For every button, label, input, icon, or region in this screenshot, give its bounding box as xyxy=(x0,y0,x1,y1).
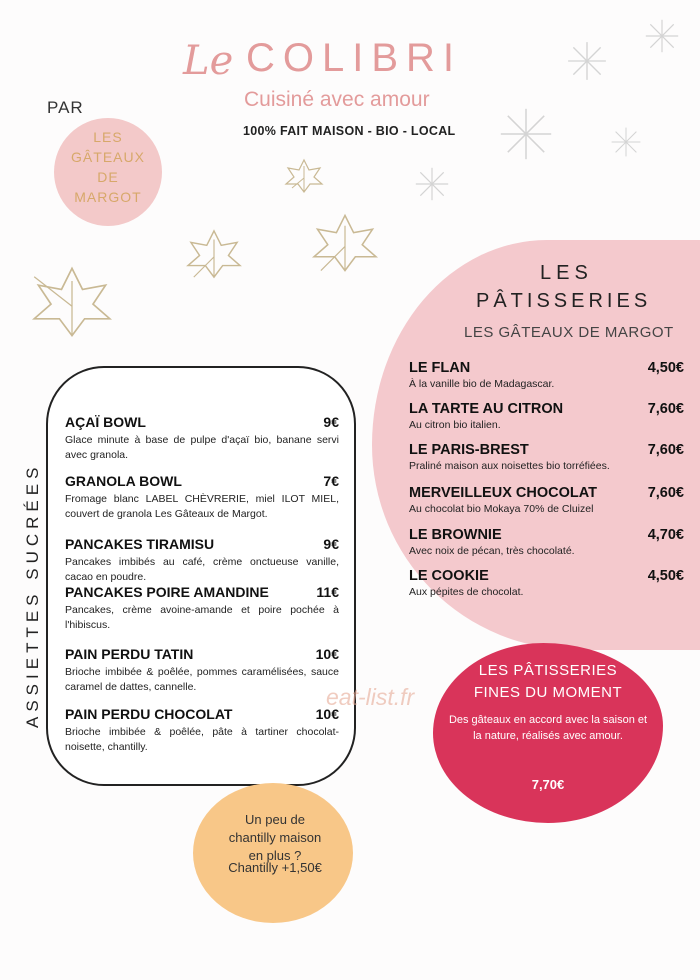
item-price: 9€ xyxy=(323,536,339,552)
menu-item xyxy=(65,584,339,633)
item-name: LE FLAN xyxy=(409,360,471,376)
item-desc: Brioche imbibée & poêlée, pâte à tartiner chocolat-noisette, chantilly. xyxy=(65,726,339,753)
margot-line: LES xyxy=(93,129,123,145)
snowflake-icon xyxy=(414,166,450,202)
margot-text xyxy=(54,127,162,207)
item-desc: Avec noix de pécan, très chocolaté. xyxy=(409,545,575,557)
item-price: 10€ xyxy=(315,646,339,662)
leaf-icon xyxy=(284,158,324,194)
item-desc: Au citron bio italien. xyxy=(409,419,501,431)
chantilly-price: Chantilly +1,50€ xyxy=(228,860,322,875)
item-price: 7,60€ xyxy=(647,401,684,417)
moment-price: 7,70€ xyxy=(531,777,565,792)
item-price: 10€ xyxy=(315,706,339,722)
item-desc: Au chocolat bio Mokaya 70% de Cluizel xyxy=(409,503,594,515)
moment-title-line: LES PÂTISSERIES xyxy=(478,662,618,679)
assiettes-vertical-label xyxy=(23,440,53,730)
menu-item xyxy=(65,706,339,755)
chantilly-line: chantilly maison xyxy=(228,830,322,845)
menu-item xyxy=(65,414,339,463)
item-name: LE PARIS-BREST xyxy=(409,442,529,458)
moment-title-line: FINES DU MOMENT xyxy=(473,684,623,701)
menu-item xyxy=(65,473,339,522)
patisserie-item xyxy=(409,360,684,390)
patisserie-item xyxy=(409,401,684,431)
item-name: GRANOLA BOWL xyxy=(65,473,182,489)
snowflake-icon xyxy=(498,106,554,162)
patisserie-item xyxy=(409,568,684,598)
item-desc: À la vanille bio de Madagascar. xyxy=(409,378,555,390)
item-desc: Pancakes imbibés au café, crème onctueuse vanille, cacao en poudre. xyxy=(65,556,339,583)
item-price: 4,50€ xyxy=(647,568,684,584)
patisseries-title-line2: PÂTISSERIES xyxy=(476,290,652,312)
watermark: eat-list.fr xyxy=(326,684,415,710)
patisseries-subtitle: LES GÂTEAUX DE MARGOT xyxy=(464,324,674,341)
patisserie-item xyxy=(409,485,684,515)
logo-script: Le xyxy=(183,38,234,84)
item-desc: Pancakes, crème avoine-amande et poire pochée à l'hibiscus. xyxy=(65,604,339,631)
item-name: LE COOKIE xyxy=(409,568,489,584)
chantilly-text xyxy=(195,811,355,865)
tagline: Cuisiné avec amour xyxy=(244,88,430,111)
moment-desc: Des gâteaux en accord avec la saison et la nature, réalisés avec amour. xyxy=(448,714,648,742)
menu-item xyxy=(65,536,339,585)
item-price: 7,60€ xyxy=(647,485,684,501)
chantilly-line: Un peu de xyxy=(245,812,305,827)
margot-line: MARGOT xyxy=(74,189,142,205)
item-price: 9€ xyxy=(323,414,339,430)
patisserie-item xyxy=(409,527,684,557)
patisseries-title-line1: LES xyxy=(540,262,593,284)
menu-item xyxy=(65,646,339,695)
par-label: PAR xyxy=(47,98,84,117)
logo-title: COLIBRI xyxy=(246,36,463,80)
vertical-label-text: ASSIETTES SUCRÉES xyxy=(23,462,42,728)
item-desc: Glace minute à base de pulpe d'açaï bio, banane servi avec granola. xyxy=(65,434,339,461)
item-price: 11€ xyxy=(316,584,339,600)
item-price: 7,60€ xyxy=(647,442,684,458)
leaf-icon xyxy=(310,212,380,274)
item-name: AÇAÏ BOWL xyxy=(65,414,146,430)
subline: 100% FAIT MAISON - BIO - LOCAL xyxy=(243,124,456,138)
item-name: PAIN PERDU CHOCOLAT xyxy=(65,706,233,722)
chantilly-line: en plus ? xyxy=(248,848,302,863)
item-price: 4,70€ xyxy=(647,527,684,543)
item-name: PANCAKES POIRE AMANDINE xyxy=(65,584,269,600)
patisserie-item xyxy=(409,442,684,472)
item-name: MERVEILLEUX CHOCOLAT xyxy=(409,485,597,501)
snowflake-icon xyxy=(644,18,680,54)
margot-line: DE xyxy=(97,169,119,185)
item-price: 4,50€ xyxy=(647,360,684,376)
snowflake-icon xyxy=(610,126,642,158)
item-name: PAIN PERDU TATIN xyxy=(65,646,194,662)
leaf-icon xyxy=(184,228,244,280)
item-name: PANCAKES TIRAMISU xyxy=(65,536,215,552)
item-desc: Aux pépites de chocolat. xyxy=(409,586,524,598)
item-price: 7€ xyxy=(323,473,339,489)
leaf-icon xyxy=(30,264,114,340)
item-desc: Brioche imbibée & poêlée, pommes caramélisées, sauce caramel de dattes, cannelle. xyxy=(65,666,339,693)
snowflake-icon xyxy=(566,40,608,82)
item-desc: Fromage blanc LABEL CHÈVRERIE, miel ILOT MIEL, couvert de granola Les Gâteaux de Margot. xyxy=(65,493,339,520)
margot-line: GÂTEAUX xyxy=(71,149,145,165)
item-name: LE BROWNIE xyxy=(409,527,502,543)
item-name: LA TARTE AU CITRON xyxy=(409,401,564,417)
item-desc: Praliné maison aux noisettes bio torréfiées. xyxy=(409,460,610,472)
moment-title xyxy=(433,660,663,704)
